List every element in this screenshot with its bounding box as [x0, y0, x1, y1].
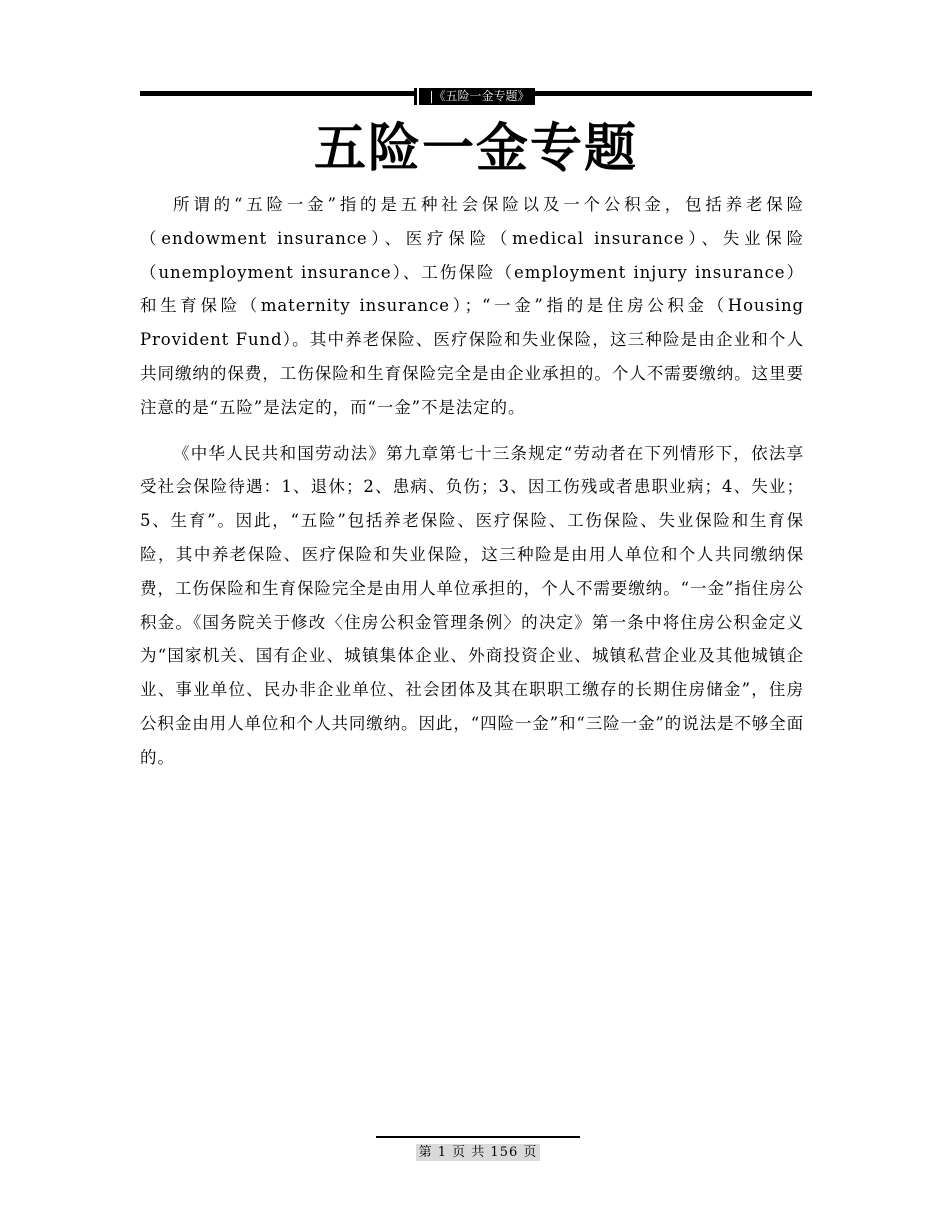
document-body [140, 188, 804, 787]
paragraph-1: 所谓的“五险一金”指的是五种社会保险以及一个公积金，包括养老保险（endowment insurance）、医疗保险（medical insurance）、失业保险（unemployment insurance）、工伤保险（employment injury insurance）和生育保险（maternity insurance）；“一金”指的是住房公积金（Housing Provident Fund）。其中养老保险、医疗保险和失业保险，这三种险是由企业和个人共同缴纳的保费，工伤保险和生育保险完全是由企业承担的。个人不需要缴纳。这里要注意的是“五险”是法定的，而“一金”不是法定的。 [140, 195, 804, 417]
page-number: 第 1 页 共 156 页 [416, 1144, 541, 1161]
header-label: |《五险一金专题》 [417, 88, 534, 105]
paragraph-2: 《中华人民共和国劳动法》第九章第七十三条规定“劳动者在下列情形下，依法享受社会保险待遇：1、退休；2、患病、负伤；3、因工伤残或者患职业病；4、失业；5、生育”。因此，“五险”包括养老保险、医疗保险、工伤保险、失业保险和生育保险，其中养老保险、医疗保险和失业保险，这三种险是由用人单位和个人共同缴纳保费，工伤保险和生育保险完全是由用人单位承担的，个人不需要缴纳。“一金”指住房公积金。《国务院关于修改〈住房公积金管理条例〉的决定》第一条中将住房公积金定义为“国家机关、国有企业、城镇集体企业、外商投资企业、城镇私营企业及其他城镇企业、事业单位、民办非企业单位、社会团体及其在职职工缴存的长期住房储金”，住房公积金由用人单位和个人共同缴纳。因此，“四险一金”和“三险一金”的说法是不够全面的。 [140, 443, 804, 767]
footer-rule [376, 1136, 580, 1138]
footer [376, 1141, 580, 1161]
document-title: 五险一金专题 [313, 119, 638, 179]
header [140, 88, 812, 105]
